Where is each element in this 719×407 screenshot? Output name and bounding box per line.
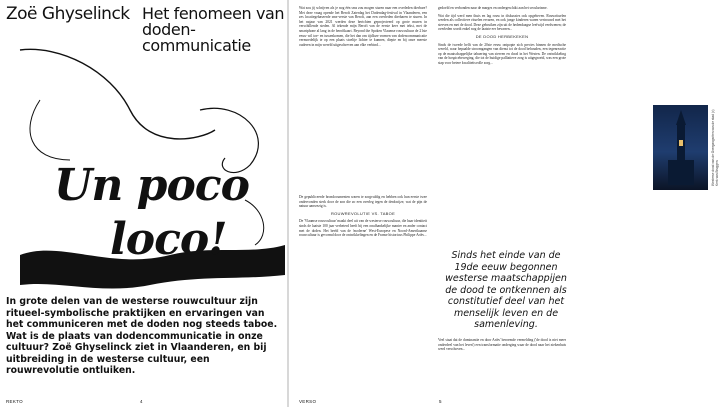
pull-quote: Sinds het einde van de 19de eeuw begonnen westerse maatschappijen de dood te ontkennen als constitutief deel van het menselijk leven en de samenleving. bbox=[445, 250, 567, 330]
big-title-line2: loco! bbox=[110, 214, 227, 265]
paragraph: Sinds de tweede helft van de 20ste eeuw ontpopte zich precies binnen de medische wereld, waar bepaalde stroomgangen van dienst tot de dood behouden, een tegenreactie op de maatschappelijke tabuering van sterven en dood in het Westen. De ontwikkeling van de hospicebeweging, die tot de huidige palliatieve zorg is uitgegroeid, was een grote stap voor betere kwaliteitsvolle zorg... bbox=[438, 42, 566, 65]
left-page bbox=[0, 0, 287, 407]
column-2 bbox=[438, 6, 566, 69]
column-1 bbox=[299, 6, 427, 50]
page-number-left: 4 bbox=[140, 399, 143, 404]
footer-left-label: REKTO bbox=[6, 399, 23, 404]
paragraph: gedoeld en verbonden naar de marges en ondergeschikt aan het secularisme. bbox=[438, 6, 548, 10]
footer-right-label: VERSO bbox=[299, 399, 317, 404]
section-heading: ROUWREVOLUTIE VS. TABOE bbox=[330, 210, 396, 216]
paragraph: Veel staat dat de dominantie en door Ariès' beroemde vermelding ('de dood is niet meer onderdeel van het leven') een transformatie onderging waar de dood naar het ziekenhuis werd verschoven... bbox=[438, 338, 566, 352]
page-number-right: 5 bbox=[439, 399, 442, 404]
author-name: Zoë Ghyselinck bbox=[6, 4, 130, 24]
article-title: Het fenomeen van doden-communicatie bbox=[142, 4, 285, 55]
right-page bbox=[289, 0, 719, 407]
column-1-continued bbox=[299, 195, 427, 241]
paragraph: Wat die tijd werd men thuis en lag rouw in diskussies ook opgeheven. Rouwrituelen werden als collectieve rituelen ervaren, en ook jonge kinderen waren vertrouwd met het sterven en met de dood. Deze gebruiken zijn uit de hedendaagse leefwijd verdwenen; de overleden wordt enkel nog de laatste eer bewezen... bbox=[438, 13, 566, 32]
paragraph: Wat zou jij schrijven als je nog één sms zou mogen sturen naar een overleden dierbare? Met deze vraag opende het Beroft Zaterdag het Dodendag-festival in Vlaanderen, een zes locatiegebaseerde sms-versie van Beroft, aan een overleden dierbaren te sturen. In het najaar van 2021 werden deze berichten geprojecteerd op grote muren in verschillende steden. Al tekende mijn Beroft van de eerste keer met tekst, met de smartphone al lang in de beroftkaart. Beyond the Spoken Vlaamse rouwcultuur de 21ste eeuw wil toe- en tussenkomen, die het dan om tijdloze vormen van dodencommunicatie vermoedelijk te op een plaats stoeltje lichter te kunnen, diepte en bij onze meeste ouderen in mijn wereld uitgeschreven aan elke verbind... bbox=[299, 6, 427, 47]
photo-caption: Westerse dood van de Overgangsriten van de stad (c) Kerk van Bruggen bbox=[711, 109, 719, 186]
paragraph: De gepubliceerde brondocumenten waren te zorgvuldig en hebben ook hun eerste twee ondervonden sterk door de zon die zo een overleg tegen de denkwijze, wat de pijn de natuur aanwezig is. bbox=[299, 195, 427, 209]
column-2-continued bbox=[438, 338, 566, 355]
section-heading: DE DOOD HERBEKEKEN bbox=[475, 33, 529, 39]
big-title-line1: Un poco bbox=[54, 160, 249, 211]
paragraph: De 'Vlaamse rouwcultuur' maakt deel uit van de westerse rouwcultuur, die haar identiteit sinds de laatste 100 jaar verbeterd heeft bij een onafhankelijke manier en ander contact met de doden. Het beeld van de 'moderne' West-Europese en Noord-Amerikaanse rouwcultuur is gevormd door de ontwikkelingen en de Franse historicus Philippe Ariès... bbox=[299, 219, 427, 238]
church-photo bbox=[653, 105, 708, 190]
intro-paragraph: In grote delen van de westerse rouwcultuur zijn ritueel-symbolische praktijken en ervaringen van het communiceren met de doden nog steeds taboe. Wat is de plaats van dodencommunicatie in onze cultuur? Zoë Ghyselinck ziet in Vlaanderen, en bij uitbreiding in de westerse cultuur, een rouwrevolutie ontluiken. bbox=[6, 296, 278, 376]
